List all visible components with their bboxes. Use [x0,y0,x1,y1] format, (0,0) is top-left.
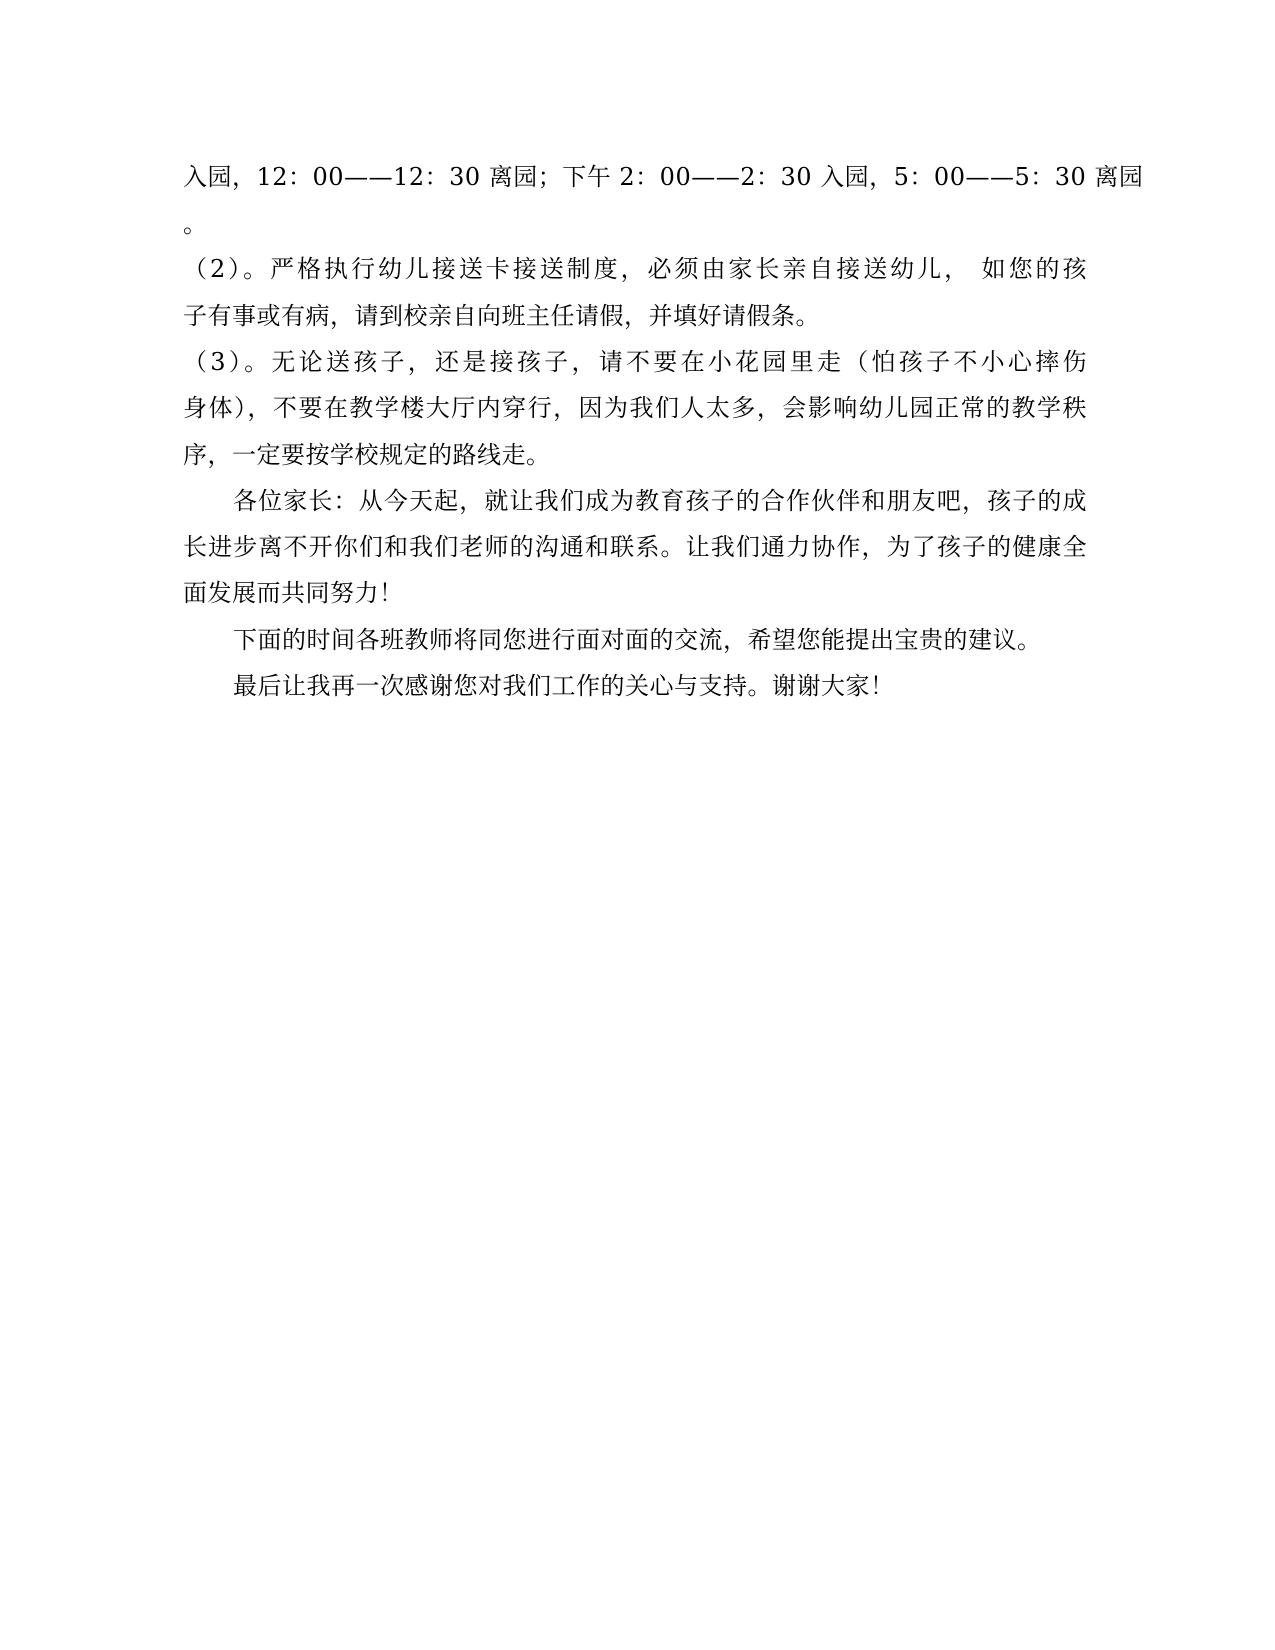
paragraph-1-line-1: 入园，12：00——12：30 离园；下午 2：00——2：30 入园，5：00——5：30 离园 [183,163,1144,191]
paragraph-4-line-1: 各位家长：从今天起，就让我们成为教育孩子的合作伙伴和朋友吧，孩子的成 [233,487,1087,515]
paragraph-1-line-2: 。 [183,210,208,238]
paragraph-4-line-2: 长进步离不开你们和我们老师的沟通和联系。让我们通力协作，为了孩子的健康全 [183,533,1087,561]
paragraph-4-line-3: 面发展而共同努力！ [183,579,404,607]
paragraph-2-line-2: 子有事或有病，请到校亲自向班主任请假，并填好请假条。 [183,302,820,330]
paragraph-5-line-1: 下面的时间各班教师将同您进行面对面的交流，希望您能提出宝贵的建议。 [233,626,1042,654]
paragraph-3-line-1: （3）。无论送孩子，还是接孩子，请不要在小花园里走（怕孩子不小心摔伤 [183,348,1087,376]
paragraph-6-line-1: 最后让我再一次感谢您对我们工作的关心与支持。谢谢大家！ [233,672,895,700]
paragraph-2-line-1: （2）。严格执行幼儿接送卡接送制度，必须由家长亲自接送幼儿， 如您的孩 [183,255,1087,283]
paragraph-3-line-3: 序，一定要按学校规定的路线走。 [183,441,551,469]
paragraph-3-line-2: 身体），不要在教学楼大厅内穿行，因为我们人太多，会影响幼儿园正常的教学秩 [183,394,1087,422]
